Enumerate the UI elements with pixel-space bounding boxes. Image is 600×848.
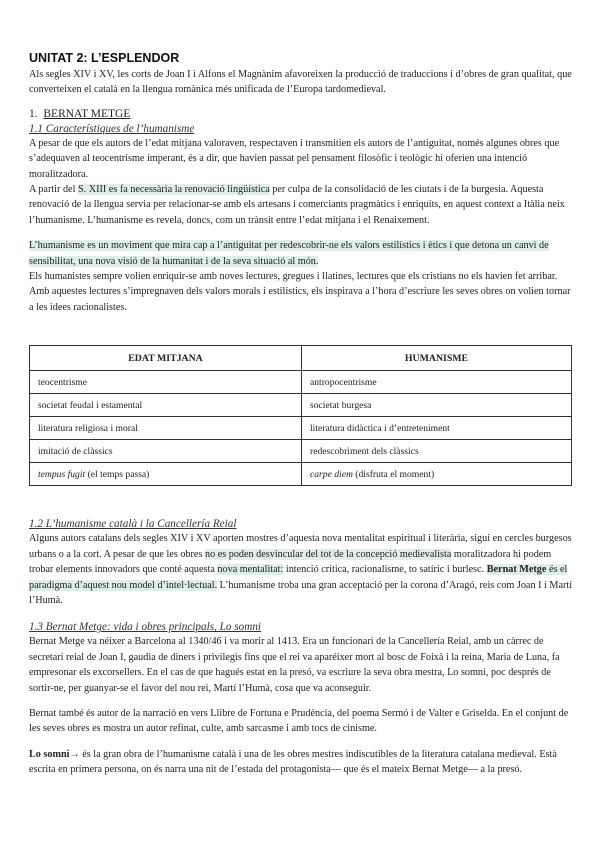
latin-phrase: tempus fugit [38, 468, 86, 480]
table-cell: redescobriment dels clàssics [302, 440, 572, 463]
intro-paragraph: Als segles XIV i XV, les corts de Joan I i Alfons el Magnànim afavoreixen la producció de traduccions i d’obres de gran qualitat, que converteixen el català en la llengua romànica més unificada de l’Europa tardomedieval. [29, 69, 572, 96]
table-cell: societat burgesa [302, 394, 572, 417]
table-cell: imitació de clàssics [30, 440, 302, 463]
author-name: Bernat Metge [486, 564, 547, 576]
table-header-row [30, 346, 572, 371]
paragraph-1-1-b [29, 182, 573, 228]
latin-phrase: carpe diem [310, 468, 353, 480]
table-cell [30, 463, 302, 486]
text-run: intenció crítica, racionalisme, to satíric i burlesc. [283, 564, 487, 576]
text-run: per culpa de la consolidació de les ciutats i de la burgesia. Aquesta renovació de la llengua servia per relacionar-se amb els artesans i comerciants pragmàtics i enriquits, en aquest context a Itàlia neix l’humanisme. L’humanisme es revela, doncs, com un trànsit entre l’edat mitjana i el Renaixement. [29, 184, 565, 226]
table-row [30, 463, 572, 486]
paragraph-1-1-d: Els humanistes sempre volien enriquir-se amb noves lectures, gregues i llatines, lectures que els cristians no els havien fet arribar. Amb aquestes lectures s’impregnaven dels valors morals i estilístics, els inspirava a l’hora d’escriure les seves obres on volien tornar a les idees racionalistes. [29, 271, 571, 313]
table-row [30, 417, 572, 440]
paragraph-1-1-c [29, 238, 573, 269]
highlighted-text: nova mentalitat: [217, 564, 284, 576]
highlighted-text: L’humanisme es un moviment que mira cap a l’antiguitat per redescobrir-ne els valors estilístics i ètics i que detona un canvi de sensibilitat, una nova visió de la humanitat i de la seva situació al món. [29, 240, 549, 267]
highlighted-text: S. XIII es fa necessària la renovació lingüística [77, 184, 270, 196]
paragraph-1-3-a: Bernat Metge va néixer a Barcelona al 1340/46 i va morir al 1413. Era un funcionari de la Cancellería Reial, amb un càrrec de secretari reial de Joan I, gaudia de diners i privilegis fins que el rei va aparéixer mort al bosc de Foixà i la reina, Maria de Luna, fa empresonar els excorsellers. En el cas de que hagués estat en la presó, va escriure la seva obra mestra, Lo somni, poc després de sortir-ne, per guanyar-se el favor del nou rei, Martí l’Humà, cosa que va aconseguir. [29, 636, 560, 694]
highlighted-text: no es poden desvincular del tot de la concepció medievalista [204, 548, 452, 560]
table-cell: antropocentrisme [302, 371, 572, 394]
text-run: A partir del [29, 184, 78, 196]
table-header: HUMANISME [302, 346, 572, 371]
subsection-1-1-title: 1.1 Característiques de l’humanisme [29, 122, 195, 135]
page-title: UNITAT 2: L’ESPLENDOR [29, 51, 180, 65]
comparison-table [29, 345, 572, 486]
table-cell: teocentrisme [30, 371, 302, 394]
paragraph-1-3-b: Bernat també és autor de la narració en vers Llibre de Fortuna e Prudència, del poema Sermó i de Valter e Griselda. En el conjunt de les seves obres es mostra un autor refinat, culte, amb sarcasme i amb tocs de cinisme. [29, 707, 569, 735]
section-1-title: BERNAT METGE [43, 107, 131, 120]
section-1-number: 1. [29, 107, 38, 120]
text-run: (el temps passa) [85, 468, 150, 480]
text-run: és el paradigma d’aquest nou model d’intel·lectual. [29, 564, 568, 591]
table-header: EDAT MITJANA [30, 346, 302, 371]
text-run: és la gran obra de l’humanisme català i una de les obres mestres indiscutibles de la literatura catalana medieval. Està escrita en primera persona, on és narra una nit de l’estada del protagonista— que és el mateix Bernat Metge— a la presó. [29, 748, 557, 776]
table-cell: literatura didàctica i d’entreteniment [302, 417, 572, 440]
table-row [30, 440, 572, 463]
text-run: L’humanisme troba una gran acceptació per la corona d’Aragó, reis com Joan I i Martí l’Humà. [29, 579, 573, 606]
paragraph-1-1-a: A pesar de que els autors de l’edat mitjana valoraven, respectaven i transmitien els autors de l’antiguitat, només algunes obres que s’adequaven al teocentrisme imperant, és a dir, que havien passat pel pensament filosòfic i teològic hi oferien una intenció moralitzadora. [29, 137, 560, 180]
subsection-1-2-title: 1.2 L’humanisme català i la Cancellería Reial [29, 518, 237, 531]
table-cell: societat feudal i estamental [30, 394, 302, 417]
text-run: Alguns autors catalans dels segles XIV i XV aporten mostres d’aquesta nova mentalitat espiritual i literària, sigui en cercles burgesos urbans o a la cort. A pesar de que les obres [29, 533, 572, 560]
paragraph-1-3-c [29, 747, 573, 778]
work-title: Lo somni→ [29, 748, 80, 760]
text-run: (disfruta el moment) [352, 468, 435, 480]
text-run: moralitzadora hi podem trobar elements innovadors que conté aquesta [29, 548, 552, 576]
subsection-1-3-title: 1.3 Bernat Metge: vida i obres principals, Lo somni [29, 621, 262, 634]
table-cell [302, 463, 572, 486]
document-page [29, 50, 573, 778]
table-row [30, 394, 572, 417]
paragraph-1-2 [29, 531, 573, 608]
table-row [30, 371, 572, 394]
table-cell: literatura religiosa i moral [30, 417, 302, 440]
section-1-heading [29, 107, 573, 122]
